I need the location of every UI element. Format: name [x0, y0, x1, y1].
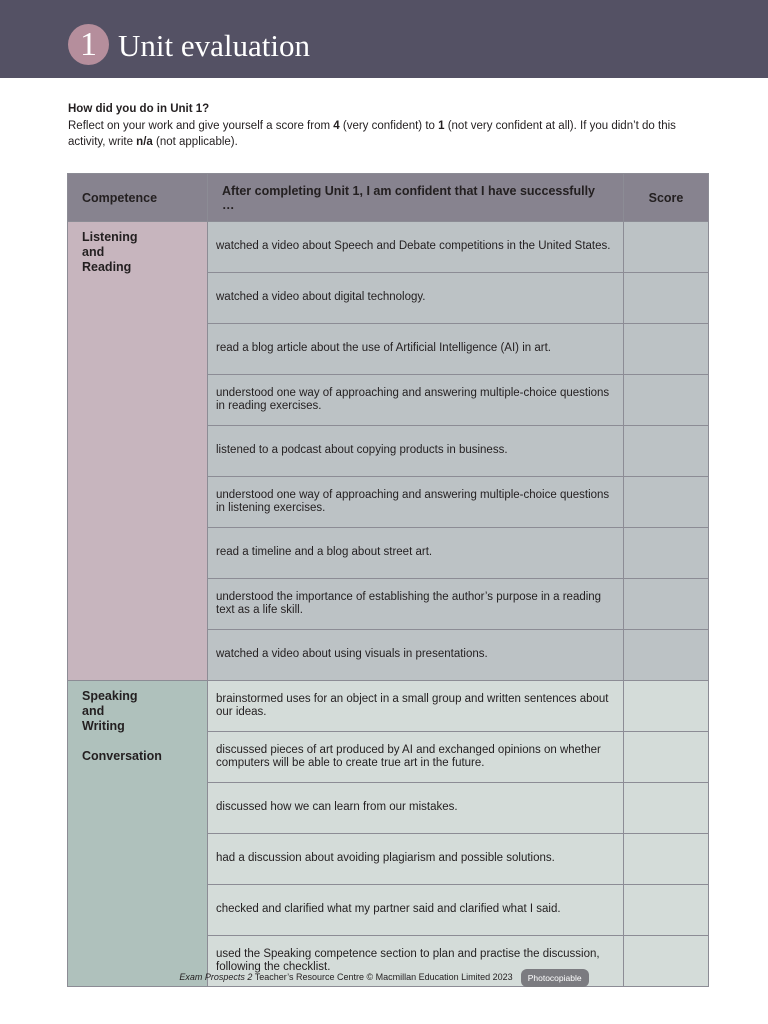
competence-speaking-writing: [68, 681, 208, 987]
instructions: [68, 101, 708, 151]
score-cell[interactable]: [624, 579, 709, 630]
score-cell[interactable]: [624, 783, 709, 834]
book-title: Exam Prospects 2: [179, 972, 253, 982]
statement-cell: used the Speaking competence section to plan and practise the discussion, following the checklist.: [208, 936, 624, 987]
competence-label: Conversation: [82, 749, 162, 763]
competence-column-header: Competence: [68, 174, 208, 222]
unit-number-badge: 1: [68, 24, 109, 65]
score-cell[interactable]: [624, 885, 709, 936]
competence-label: Reading: [82, 260, 132, 274]
instructions-text-part: (very confident) to: [339, 119, 439, 132]
score-column-header: Score: [624, 174, 709, 222]
competence-label: and: [82, 704, 105, 718]
score-cell[interactable]: [624, 732, 709, 783]
score-low-value: 1: [438, 119, 445, 132]
statement-cell: checked and clarified what my partner said and clarified what I said.: [208, 885, 624, 936]
table-row: [68, 681, 709, 732]
statement-cell: brainstormed uses for an object in a small group and written sentences about our ideas.: [208, 681, 624, 732]
score-cell[interactable]: [624, 630, 709, 681]
statement-cell: discussed how we can learn from our mistakes.: [208, 783, 624, 834]
instructions-text-part: (not very confident at all). If you didn’t do this activity, write: [68, 119, 676, 148]
photocopiable-badge: Photocopiable: [521, 969, 589, 987]
competence-label: Writing: [82, 719, 125, 733]
competence-label: Listening: [82, 230, 138, 244]
score-cell[interactable]: [624, 477, 709, 528]
statement-cell: watched a video about using visuals in presentations.: [208, 630, 624, 681]
instructions-text: [68, 118, 708, 151]
competence-listening-reading: [68, 222, 208, 681]
score-cell[interactable]: [624, 681, 709, 732]
statement-cell: understood one way of approaching and answering multiple-choice questions in reading exercises.: [208, 375, 624, 426]
score-cell[interactable]: [624, 528, 709, 579]
score-cell[interactable]: [624, 426, 709, 477]
score-cell[interactable]: [624, 324, 709, 375]
statement-cell: watched a video about digital technology.: [208, 273, 624, 324]
statement-column-header: After completing Unit 1, I am confident that I have successfully …: [208, 174, 624, 222]
score-high-value: 4: [333, 119, 340, 132]
score-cell[interactable]: [624, 222, 709, 273]
competence-label: and: [82, 245, 105, 259]
statement-cell: read a blog article about the use of Artificial Intelligence (AI) in art.: [208, 324, 624, 375]
copyright-credit: Teacher’s Resource Centre © Macmillan Education Limited 2023: [252, 972, 513, 982]
instructions-text-part: Reflect on your work and give yourself a score from: [68, 119, 334, 132]
competence-label: [82, 734, 193, 749]
page-footer: [0, 968, 768, 987]
statement-cell: understood the importance of establishing the author’s purpose in a reading text as a life skill.: [208, 579, 624, 630]
statement-cell: had a discussion about avoiding plagiarism and possible solutions.: [208, 834, 624, 885]
statement-cell: read a timeline and a blog about street art.: [208, 528, 624, 579]
instructions-question: How did you do in Unit 1?: [68, 103, 210, 115]
instructions-text-part: (not applicable).: [152, 136, 238, 148]
statement-cell: discussed pieces of art produced by AI and exchanged opinions on whether computers will be able to create true art in the future.: [208, 732, 624, 783]
competence-label: Speaking: [82, 689, 138, 703]
na-label: n/a: [136, 136, 153, 148]
statement-cell: watched a video about Speech and Debate competitions in the United States.: [208, 222, 624, 273]
table-row: [68, 222, 709, 273]
table-body: [68, 222, 709, 987]
table-header-row: [68, 174, 709, 222]
score-cell[interactable]: [624, 375, 709, 426]
evaluation-table: [67, 173, 709, 987]
header-band: [0, 0, 768, 78]
statement-cell: listened to a podcast about copying products in business.: [208, 426, 624, 477]
score-cell[interactable]: [624, 834, 709, 885]
score-cell[interactable]: [624, 273, 709, 324]
statement-cell: understood one way of approaching and answering multiple-choice questions in listening exercises.: [208, 477, 624, 528]
page-title: Unit evaluation: [118, 28, 310, 63]
